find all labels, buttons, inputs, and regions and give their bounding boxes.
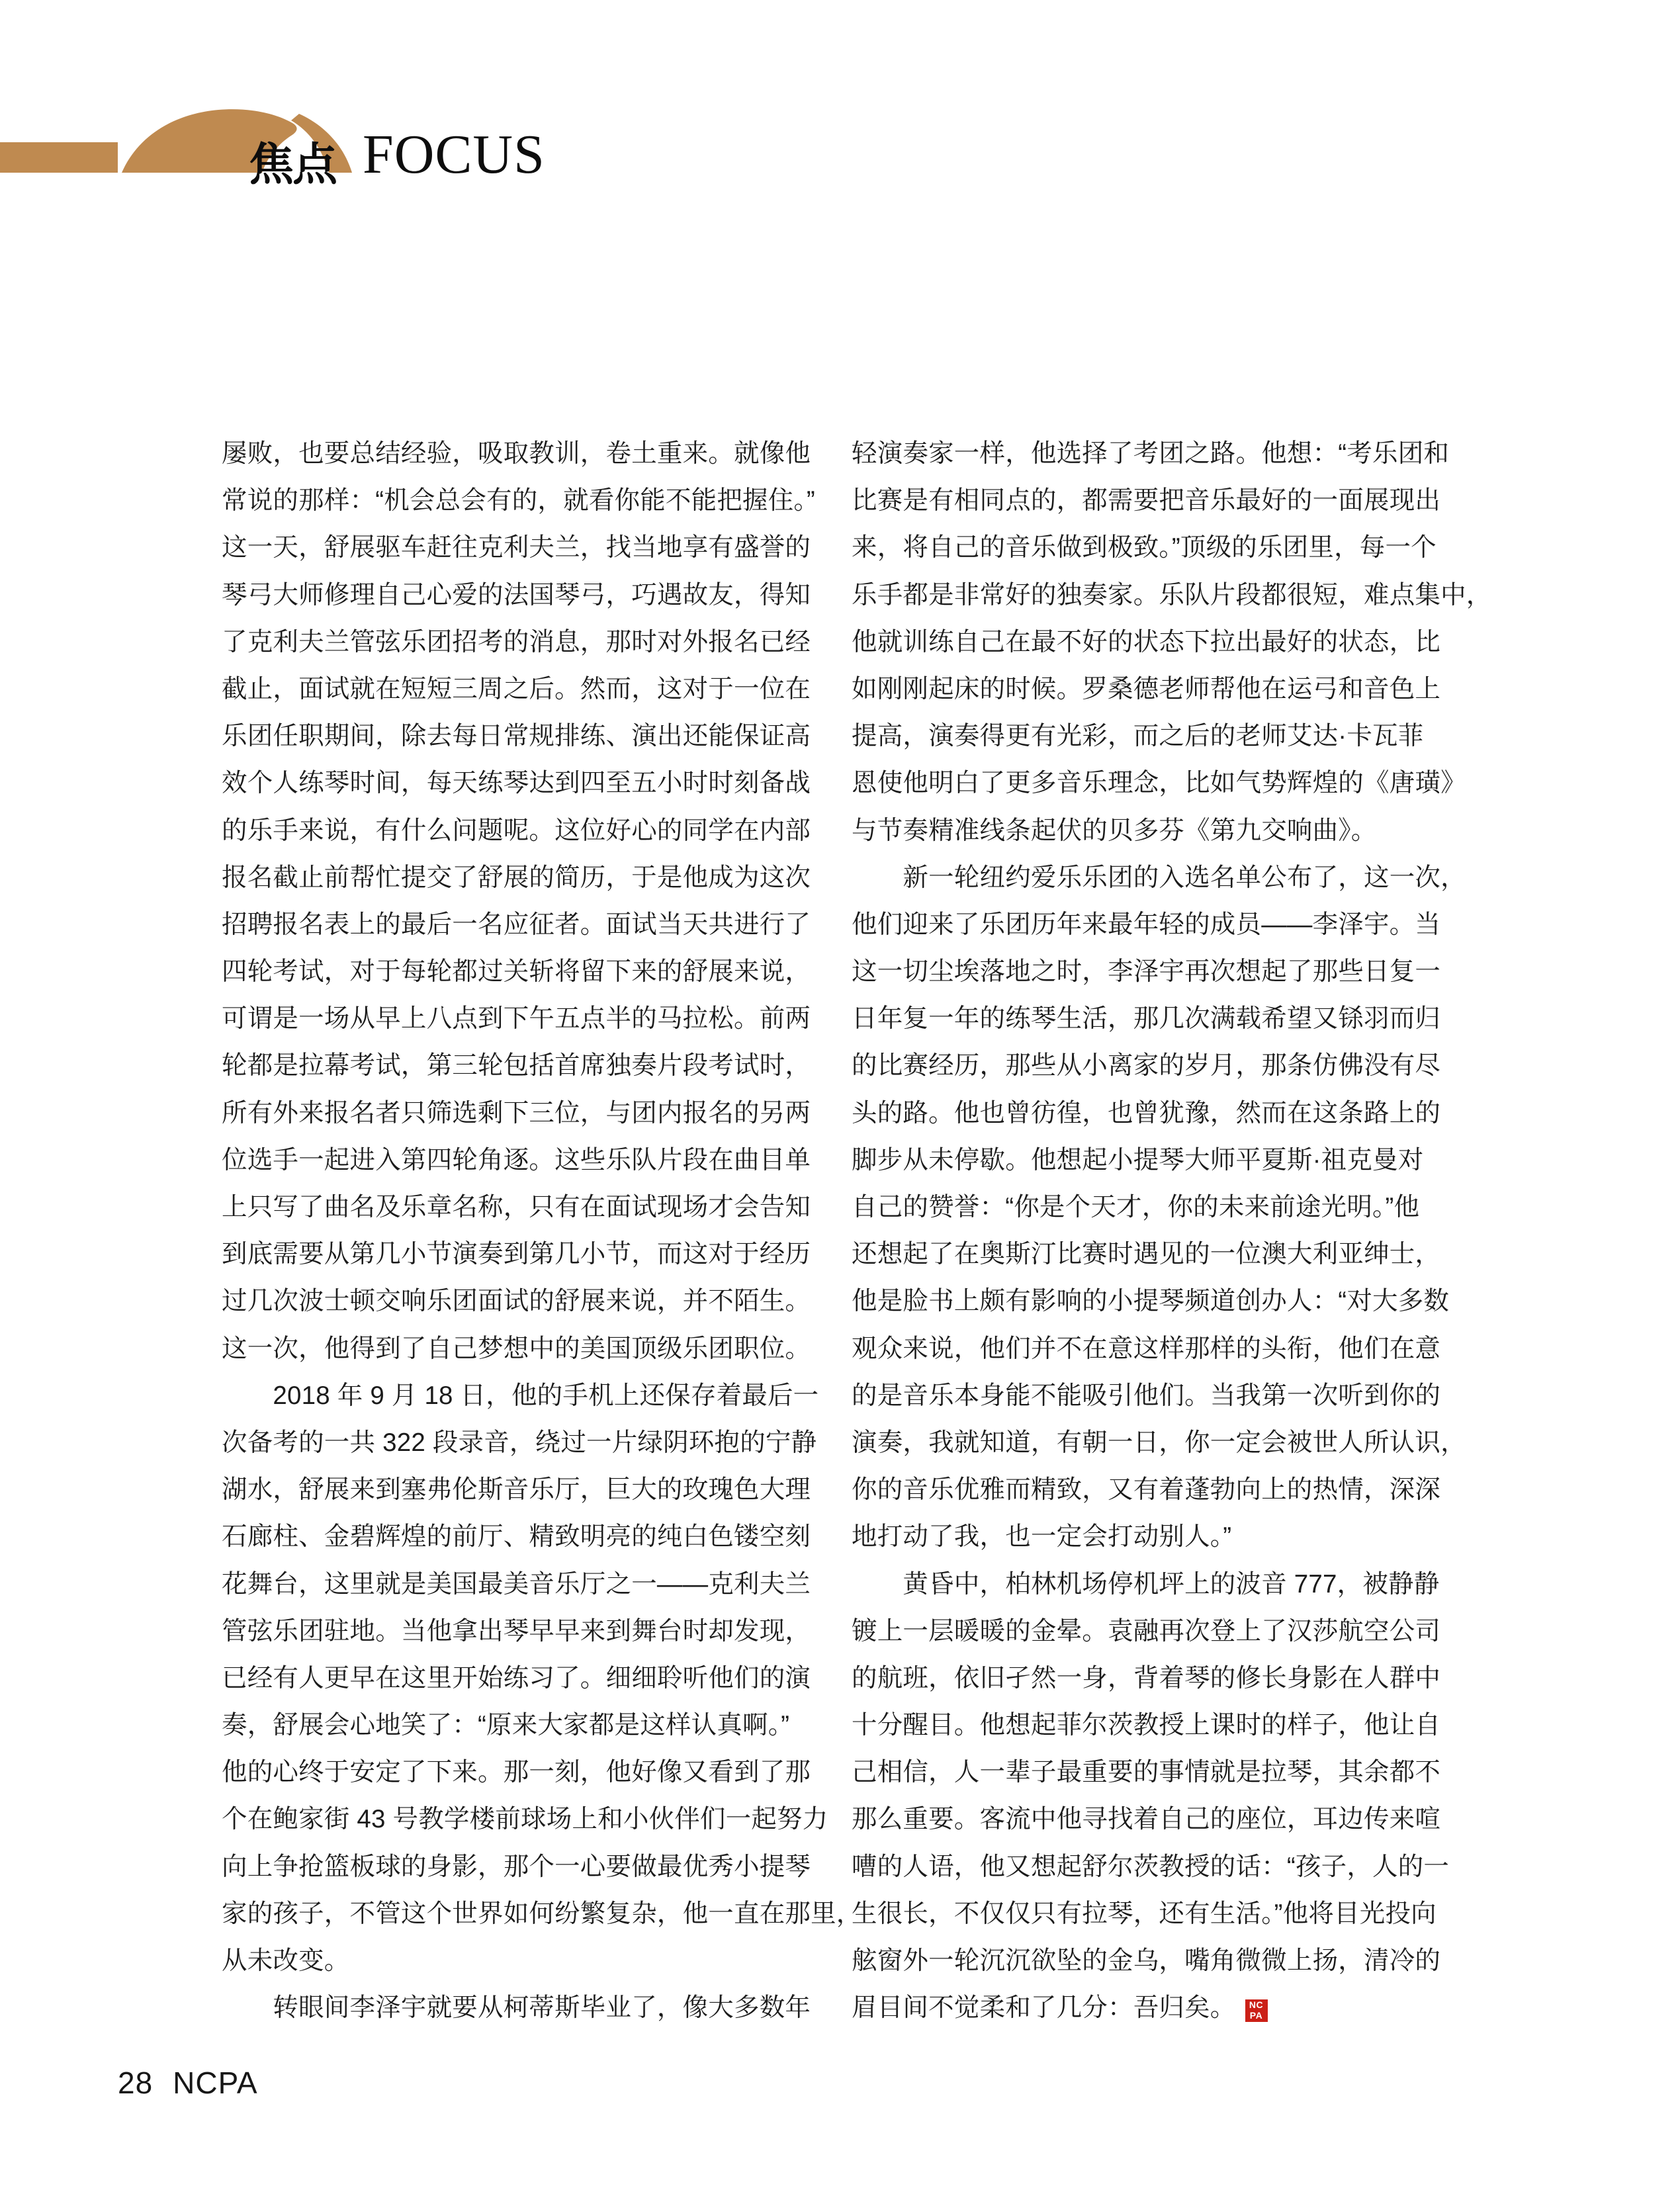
text-line: 新一轮纽约爱乐乐团的入选名单公布了，这一次， xyxy=(852,863,1466,892)
ncpa-seal-row1: NC xyxy=(1249,1999,1264,2011)
text-line: 四轮考试，对于每轮都过关斩将留下来的舒展来说， xyxy=(222,957,811,986)
text-line: 可谓是一场从早上八点到下午五点半的马拉松。前两 xyxy=(222,1004,811,1033)
text-line: 他的心终于安定了下来。那一刻，他好像又看到了那 xyxy=(222,1758,811,1787)
text-line: 日年复一年的练琴生活，那几次满载希望又铩羽而归 xyxy=(852,1004,1441,1033)
text-line: 镀上一层暖暖的金晕。袁融再次登上了汉莎航空公司 xyxy=(852,1616,1441,1645)
text-line: 次备考的一共 322 段录音，绕过一片绿阴环抱的宁静 xyxy=(222,1428,817,1457)
text-line: 截止，面试就在短短三周之后。然而，这对于一位在 xyxy=(222,674,811,703)
text-line: 常说的那样：“机会总会有的，就看你能不能把握住。” xyxy=(222,486,815,515)
text-line: 报名截止前帮忙提交了舒展的简历，于是他成为这次 xyxy=(222,863,811,892)
text-line: 如刚刚起床的时候。罗桑德老师帮他在运弓和音色上 xyxy=(852,674,1441,703)
text-line: 招聘报名表上的最后一名应征者。面试当天共进行了 xyxy=(222,910,811,939)
text-line: 向上争抢篮板球的身影，那个一心要做最优秀小提琴 xyxy=(222,1852,811,1881)
text-line: 乐手都是非常好的独奏家。乐队片段都很短，难点集中， xyxy=(852,580,1492,609)
text-line: 效个人练琴时间，每天练琴达到四至五小时时刻备战 xyxy=(222,769,811,798)
text-line: 石廊柱、金碧辉煌的前厅、精致明亮的纯白色镂空刻 xyxy=(222,1522,811,1552)
text-line: 脚步从未停歇。他想起小提琴大师平夏斯·祖克曼对 xyxy=(852,1145,1424,1174)
text-line: 演奏，我就知道，有朝一日，你一定会被世人所认识， xyxy=(852,1428,1466,1457)
footer-magazine-name: NCPA xyxy=(173,2066,258,2100)
text-line: 家的孩子，不管这个世界如何纷繁复杂，他一直在那里， xyxy=(222,1899,862,1928)
text-line: 恩使他明白了更多音乐理念，比如气势辉煌的《唐璜》 xyxy=(852,769,1466,798)
article-last-line-text: 眉目间不觉柔和了几分：吾归矣。 xyxy=(852,1993,1236,2023)
text-line: 比赛是有相同点的，都需要把音乐最好的一面展现出 xyxy=(852,486,1441,515)
ncpa-end-seal xyxy=(1245,1999,1268,2022)
text-line: 嘈的人语，他又想起舒尔茨教授的话：“孩子，人的一 xyxy=(852,1852,1450,1881)
text-line: 舷窗外一轮沉沉欲坠的金乌，嘴角微微上扬，清冷的 xyxy=(852,1947,1441,1975)
text-line: 地打动了我，也一定会打动别人。” xyxy=(852,1522,1232,1552)
text-line: 的航班，依旧孑然一身，背着琴的修长身影在人群中 xyxy=(852,1663,1441,1692)
text-line: 与节奏精准线条起伏的贝多芬《第九交响曲》。 xyxy=(852,816,1377,845)
article-right-column xyxy=(852,430,1492,2031)
text-line: 从未改变。 xyxy=(222,1947,350,1975)
ncpa-seal-row2: PA xyxy=(1249,2010,1263,2021)
text-line: 琴弓大师修理自己心爱的法国琴弓，巧遇故友，得知 xyxy=(222,580,811,609)
section-header xyxy=(0,0,1680,225)
text-line: 自己的赞誉：“你是个天才，你的未来前途光明。”他 xyxy=(852,1193,1420,1221)
section-title-en: FOCUS xyxy=(363,124,545,185)
page-footer xyxy=(118,2066,258,2100)
text-line: 所有外来报名者只筛选剩下三位，与团内报名的另两 xyxy=(222,1098,811,1127)
text-line: 的乐手来说，有什么问题呢。这位好心的同学在内部 xyxy=(222,816,811,845)
text-line: 上只写了曲名及乐章名称，只有在面试现场才会告知 xyxy=(222,1193,811,1221)
article-last-line xyxy=(852,1984,1474,2031)
text-line: 管弦乐团驻地。当他拿出琴早早来到舞台时却发现， xyxy=(222,1616,811,1645)
header-bar-shape xyxy=(0,142,118,173)
article-left-column xyxy=(222,430,862,2031)
text-line: 轮都是拉幕考试，第三轮包括首席独奏片段考试时， xyxy=(222,1051,811,1080)
text-line: 十分醒目。他想起菲尔茨教授上课时的样子，他让自 xyxy=(852,1711,1441,1740)
text-line: 还想起了在奥斯汀比赛时遇见的一位澳大利亚绅士， xyxy=(852,1240,1441,1269)
text-line: 观众来说，他们并不在意这样那样的头衔，他们在意 xyxy=(852,1334,1441,1363)
section-title-cn: 焦点 xyxy=(249,140,337,190)
text-line: 奏，舒展会心地笑了：“原来大家都是这样认真啊。” xyxy=(222,1711,790,1740)
text-line: 你的音乐优雅而精致，又有着蓬勃向上的热情，深深 xyxy=(852,1475,1441,1505)
text-line: 他是脸书上颇有影响的小提琴频道创办人：“对大多数 xyxy=(852,1287,1450,1316)
text-line: 位选手一起进入第四轮角逐。这些乐队片段在曲目单 xyxy=(222,1145,811,1174)
text-line: 个在鲍家街 43 号教学楼前球场上和小伙伴们一起努力 xyxy=(222,1805,828,1834)
text-line: 头的路。他也曾彷徨，也曾犹豫，然而在这条路上的 xyxy=(852,1098,1441,1127)
text-line: 生很长，不仅仅只有拉琴，还有生活。”他将目光投向 xyxy=(852,1899,1437,1928)
text-line: 花舞台，这里就是美国最美音乐厅之一——克利夫兰 xyxy=(222,1569,811,1598)
text-line: 这一天，舒展驱车赶往克利夫兰，找当地享有盛誉的 xyxy=(222,533,811,562)
text-line: 他就训练自己在最不好的状态下拉出最好的状态，比 xyxy=(852,627,1441,656)
text-line: 提高，演奏得更有光彩，而之后的老师艾达·卡瓦菲 xyxy=(852,722,1424,751)
text-line: 到底需要从第几小节演奏到第几小节，而这对于经历 xyxy=(222,1240,811,1269)
text-line: 的是音乐本身能不能吸引他们。当我第一次听到你的 xyxy=(852,1381,1441,1410)
text-line: 转眼间李泽宇就要从柯蒂斯毕业了，像大多数年 xyxy=(222,1993,811,2023)
text-line: 这一切尘埃落地之时，李泽宇再次想起了那些日复一 xyxy=(852,957,1441,986)
text-line: 他们迎来了乐团历年来最年轻的成员——李泽宇。当 xyxy=(852,910,1441,939)
text-line: 乐团任职期间，除去每日常规排练、演出还能保证高 xyxy=(222,722,811,751)
text-line: 黄昏中，柏林机场停机坪上的波音 777，被静静 xyxy=(852,1569,1440,1598)
text-line: 了克利夫兰管弦乐团招考的消息，那时对外报名已经 xyxy=(222,627,811,656)
article-right-column-lines xyxy=(852,430,1492,1984)
text-line: 来，将自己的音乐做到极致。”顶级的乐团里，每一个 xyxy=(852,533,1437,562)
text-line: 2018 年 9 月 18 日，他的手机上还保存着最后一 xyxy=(222,1381,819,1410)
text-line: 的比赛经历，那些从小离家的岁月，那条仿佛没有尽 xyxy=(852,1051,1441,1080)
text-line: 过几次波士顿交响乐团面试的舒展来说，并不陌生。 xyxy=(222,1287,811,1316)
text-line: 这一次，他得到了自己梦想中的美国顶级乐团职位。 xyxy=(222,1334,811,1363)
text-line: 已经有人更早在这里开始练习了。细细聆听他们的演 xyxy=(222,1663,811,1692)
text-line: 屡败，也要总结经验，吸取教训，卷土重来。就像他 xyxy=(222,439,811,468)
text-line: 轻演奏家一样，他选择了考团之路。他想：“考乐团和 xyxy=(852,439,1450,468)
text-line: 那么重要。客流中他寻找着自己的座位，耳边传来喧 xyxy=(852,1805,1441,1834)
text-line: 己相信，人一辈子最重要的事情就是拉琴，其余都不 xyxy=(852,1758,1441,1787)
text-line: 湖水，舒展来到塞弗伦斯音乐厅，巨大的玫瑰色大理 xyxy=(222,1475,811,1505)
footer-page-number: 28 xyxy=(118,2066,154,2100)
